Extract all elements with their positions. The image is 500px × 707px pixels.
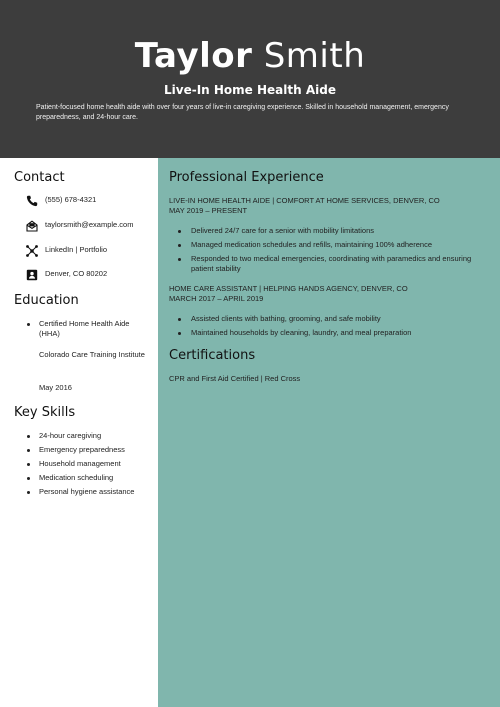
list-item: Assisted clients with bathing, grooming, and safe mobility	[177, 314, 477, 324]
list-item: Household management	[26, 459, 151, 469]
email-icon	[26, 220, 38, 232]
education-degree: Certified Home Health Aide (HHA)	[26, 319, 151, 339]
experience-heading: Professional Experience	[169, 170, 324, 185]
email-text[interactable]: taylorsmith@example.com	[45, 220, 134, 229]
last-name: Smith	[263, 36, 366, 76]
job-2-bullets	[177, 314, 477, 342]
list-item: Medication scheduling	[26, 473, 151, 483]
education-school: Colorado Care Training Institute	[39, 350, 145, 359]
education-list	[26, 319, 151, 343]
list-item: Emergency preparedness	[26, 445, 151, 455]
full-name	[0, 36, 500, 76]
certifications-heading: Certifications	[169, 348, 256, 363]
links-text[interactable]: LinkedIn | Portfolio	[45, 245, 107, 254]
education-date: May 2016	[39, 383, 72, 392]
list-item: Responded to two medical emergencies, coordinating with paramedics and ensuring patient stability	[177, 254, 477, 274]
first-name: Taylor	[134, 36, 253, 76]
job-1-title: LIVE-IN HOME HEALTH AIDE | COMFORT AT HOME SERVICES, DENVER, CO	[169, 196, 440, 205]
job-1-dates: MAY 2019 – PRESENT	[169, 206, 248, 215]
list-item: Managed medication schedules and refills, maintaining 100% adherence	[177, 240, 477, 250]
list-item: Delivered 24/7 care for a senior with mobility limitations	[177, 226, 477, 236]
summary: Patient-focused home health aide with over four years of live-in caregiving experience. Skilled in household management, emergency preparedness, and 24-hour care.	[36, 104, 449, 121]
skills-heading: Key Skills	[14, 405, 76, 420]
contact-heading: Contact	[14, 170, 65, 185]
list-item: Maintained households by cleaning, laundry, and meal preparation	[177, 328, 477, 338]
list-item: Personal hygiene assistance	[26, 487, 151, 497]
job-title: Live-In Home Health Aide	[164, 83, 336, 97]
network-icon	[26, 245, 38, 257]
education-heading: Education	[14, 293, 79, 308]
location-icon	[26, 269, 38, 281]
job-1-bullets	[177, 226, 477, 278]
certification-item: CPR and First Aid Certified | Red Cross	[169, 374, 301, 383]
list-item: 24-hour caregiving	[26, 431, 151, 441]
skills-list	[26, 431, 151, 501]
job-2-title: HOME CARE ASSISTANT | HELPING HANDS AGENCY, DENVER, CO	[169, 284, 408, 293]
location-text: Denver, CO 80202	[45, 269, 108, 278]
job-2-dates: MARCH 2017 – APRIL 2019	[169, 294, 264, 303]
phone-icon	[26, 195, 38, 207]
phone-text: (555) 678-4321	[45, 195, 97, 204]
resume-header	[0, 0, 500, 158]
